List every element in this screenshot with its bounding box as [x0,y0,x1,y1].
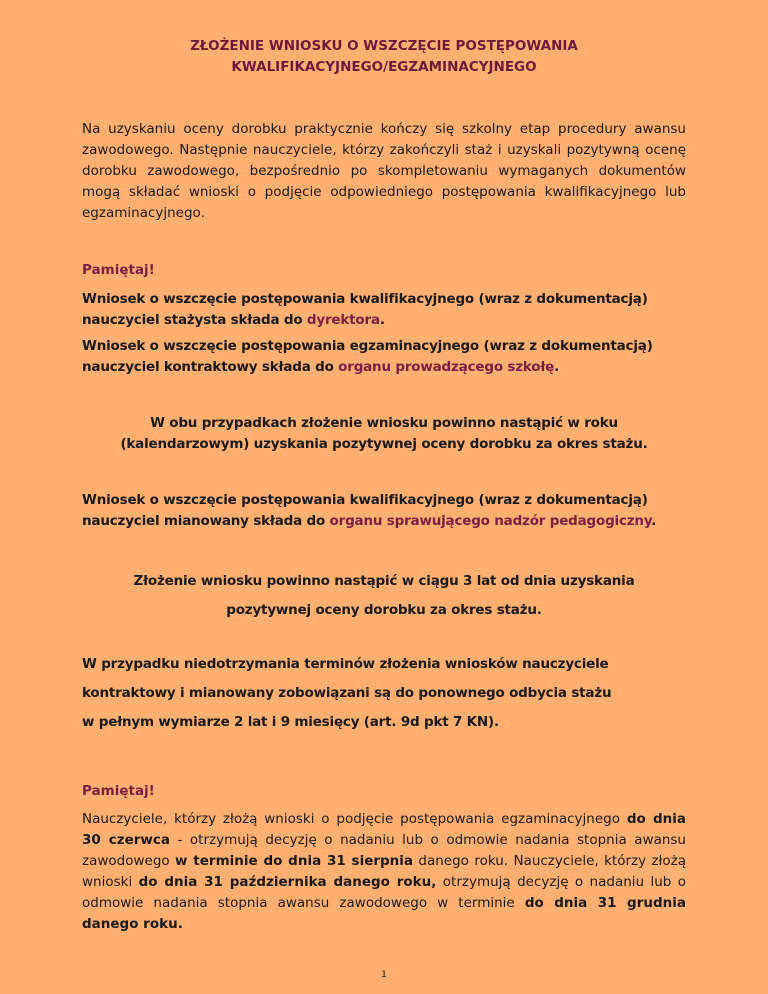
final-bold-3: do dnia 31 października danego roku, [138,874,437,890]
note-both-line-2: (kalendarzowym) uzyskania pozytywnej oceny dorobku za okres stażu. [120,436,648,452]
stazysta-text: Wniosek o wszczęcie postępowania kwalifikacyjnego (wraz z dokumentacją) nauczyciel stażysta składa do [82,291,648,328]
page-title [60,36,708,78]
final-part-2: - otrzymują decyzję o nadaniu lub o odmowie nadania stopnia awansu zawodowego [82,832,686,869]
title-line-2: KWALIFIKACYJNEGO/EGZAMINACYJNEGO [231,59,537,75]
stazysta-paragraph [82,289,686,331]
remember-heading-1: Pamiętaj! [82,262,155,278]
intro-paragraph: Na uzyskaniu oceny dorobku praktycznie kończy się szkolny etap procedury awansu zawodowego. Następnie nauczyciele, którzy zakończyli staż i uzyskali pozytywną ocenę dorobku zawodowego, bezpośrednio po skompletowaniu wymaganych dokumentów mogą składać wnioski o podjęcie odpowiedniego postępowania kwalifikacyjnego lub egzaminacyjnego. [82,121,686,221]
stazysta-recipient: dyrektora [306,312,380,328]
mianowany-paragraph [82,490,686,532]
final-bold-2: w terminie do dnia 31 sierpnia [175,853,414,869]
deadline-line-1: W przypadku niedotrzymania terminów złożenia wniosków nauczyciele [82,656,609,672]
kontraktowy-end: . [554,359,560,375]
deadline-paragraph [82,650,686,737]
kontraktowy-paragraph [82,336,686,378]
final-part-4: otrzymują decyzję o nadaniu lub o odmowie nadania stopnia awansu zawodowego w terminie [82,874,686,911]
final-bold-4: do dnia 31 grudnia danego roku. [82,895,687,932]
final-paragraph [82,809,686,935]
page-number: 1 [381,970,387,980]
note-both-cases [82,413,686,455]
note-three-years [82,567,686,625]
note-three-line-1: Złożenie wniosku powinno nastąpić w ciągu 3 lat od dnia uzyskania [133,573,635,589]
deadline-line-3: w pełnym wymiarze 2 lat i 9 miesięcy (art. 9d pkt 7 KN). [82,714,499,730]
stazysta-end: . [379,312,385,328]
remember-heading-2: Pamiętaj! [82,783,155,799]
title-line-1: ZŁOŻENIE WNIOSKU O WSZCZĘCIE POSTĘPOWANIA [190,38,578,54]
mianowany-end: . [651,513,657,529]
final-bold-1: do dnia 30 czerwca [82,811,686,848]
note-three-line-2: pozytywnej oceny dorobku za okres stażu. [226,602,542,618]
final-part-1: Nauczyciele, którzy złożą wnioski o podjęcie postępowania egzaminacyjnego [82,811,627,827]
kontraktowy-text: Wniosek o wszczęcie postępowania egzaminacyjnego (wraz z dokumentacją) nauczyciel kontraktowy składa do [82,338,653,375]
mianowany-recipient: organu sprawującego nadzór pedagogiczny [329,513,652,529]
mianowany-text: Wniosek o wszczęcie postępowania kwalifikacyjnego (wraz z dokumentacją) nauczyciel mianowany składa do [82,492,648,529]
note-both-line-1: W obu przypadkach złożenie wniosku powinno nastąpić w roku [150,415,618,431]
final-part-3: danego roku. Nauczyciele, którzy złożą wnioski [82,853,686,890]
deadline-line-2: kontraktowy i mianowany zobowiązani są do ponownego odbycia stażu [82,685,612,701]
kontraktowy-recipient: organu prowadzącego szkołę [338,359,555,375]
